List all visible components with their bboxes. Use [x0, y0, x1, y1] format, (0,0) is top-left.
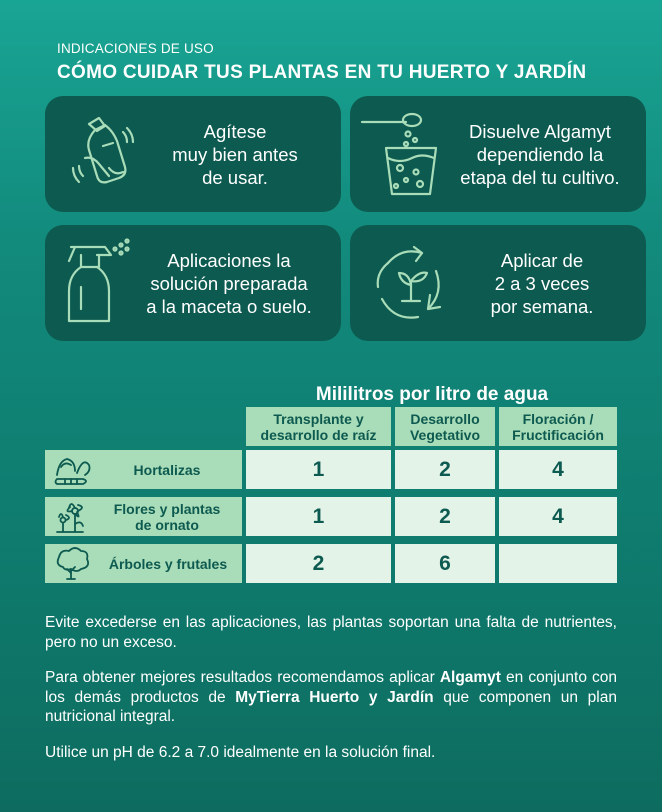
tree-icon	[53, 547, 93, 581]
column-header	[499, 407, 617, 446]
card-apply-line-1: Aplicaciones la	[167, 250, 291, 271]
card-shake-line-3: de usar.	[202, 167, 268, 188]
column-header-line: Transplante y	[273, 410, 364, 427]
dissolve-glass-icon	[360, 104, 440, 200]
card-dissolve	[350, 96, 646, 212]
card-frequency	[350, 225, 646, 341]
card-frequency-text	[452, 249, 632, 318]
card-frequency-line-2: 2 a 3 veces	[494, 273, 590, 294]
card-dissolve-line-2: dependiendo la	[476, 144, 604, 165]
row-label-line: Árboles y frutales	[108, 555, 228, 572]
card-apply	[45, 225, 341, 341]
row-label-flores	[45, 497, 242, 536]
table-cell: 2	[246, 544, 391, 583]
row-label-text	[97, 501, 237, 533]
shake-bottle-icon	[67, 110, 137, 192]
cycle-sprout-icon	[374, 245, 448, 321]
brand-name: MyTierra Huerto y Jardín	[235, 688, 434, 706]
row-label-hortalizas	[45, 450, 242, 489]
table-cell	[499, 544, 617, 583]
column-header-line: Fructificación	[512, 426, 604, 443]
note-text: en conjunto con los demás productos de	[45, 669, 617, 706]
row-label-arboles	[45, 544, 242, 583]
card-shake	[45, 96, 341, 212]
table-cell: 1	[246, 497, 391, 536]
flowers-icon	[53, 500, 93, 534]
spray-bottle-icon	[61, 237, 131, 327]
card-dissolve-line-3: etapa del tu cultivo.	[460, 167, 620, 188]
table-cell: 2	[395, 450, 495, 489]
column-header	[395, 407, 495, 446]
card-frequency-line-3: por semana.	[490, 296, 594, 317]
column-header-line: desarrollo de raíz	[260, 426, 377, 443]
product-name: Algamyt	[439, 669, 501, 686]
column-header-line: Floración /	[522, 410, 594, 427]
row-label-line: Flores y plantas	[113, 500, 221, 517]
table-cell: 2	[395, 497, 495, 536]
card-frequency-line-1: Aplicar de	[500, 250, 584, 271]
note-recommendation	[45, 668, 617, 727]
note-text: que componen un plan nutricional integral.	[45, 688, 617, 725]
vegetables-icon	[53, 453, 93, 487]
row-label-text	[97, 556, 239, 572]
table-cell: 1	[246, 450, 391, 489]
row-label-text	[97, 462, 237, 478]
table-cell: 6	[395, 544, 495, 583]
row-label-line: Hortalizas	[133, 461, 201, 478]
card-shake-line-1: Agítese	[203, 121, 267, 142]
eyebrow: INDICACIONES DE USO	[57, 41, 214, 56]
card-shake-line-2: muy bien antes	[172, 144, 298, 165]
note-text: Para obtener mejores resultados recomendamos aplicar	[45, 669, 440, 686]
table-title: Mililitros por litro de agua	[315, 384, 549, 405]
card-apply-line-3: a la maceta o suelo.	[146, 296, 312, 317]
table-cell: 4	[499, 450, 617, 489]
page-title: CÓMO CUIDAR TUS PLANTAS EN TU HUERTO Y JARDÍN	[57, 62, 587, 83]
note-ph: Utilice un pH de 6.2 a 7.0 idealmente en la solución final.	[45, 744, 436, 761]
card-dissolve-line-1: Disuelve Algamyt	[469, 121, 611, 142]
card-apply-line-2: solución preparada	[150, 273, 308, 294]
card-apply-text	[131, 249, 327, 318]
table-cell: 4	[499, 497, 617, 536]
row-label-line: de ornato	[135, 516, 199, 533]
note-excess: Evite excederse en las aplicaciones, las plantas soportan una falta de nutrientes, pero no un exceso.	[45, 614, 617, 651]
column-header	[246, 407, 391, 446]
card-dissolve-text	[440, 120, 640, 189]
card-shake-text	[145, 120, 325, 189]
column-header-line: Desarrollo	[410, 410, 480, 427]
column-header-line: Vegetativo	[409, 426, 481, 443]
